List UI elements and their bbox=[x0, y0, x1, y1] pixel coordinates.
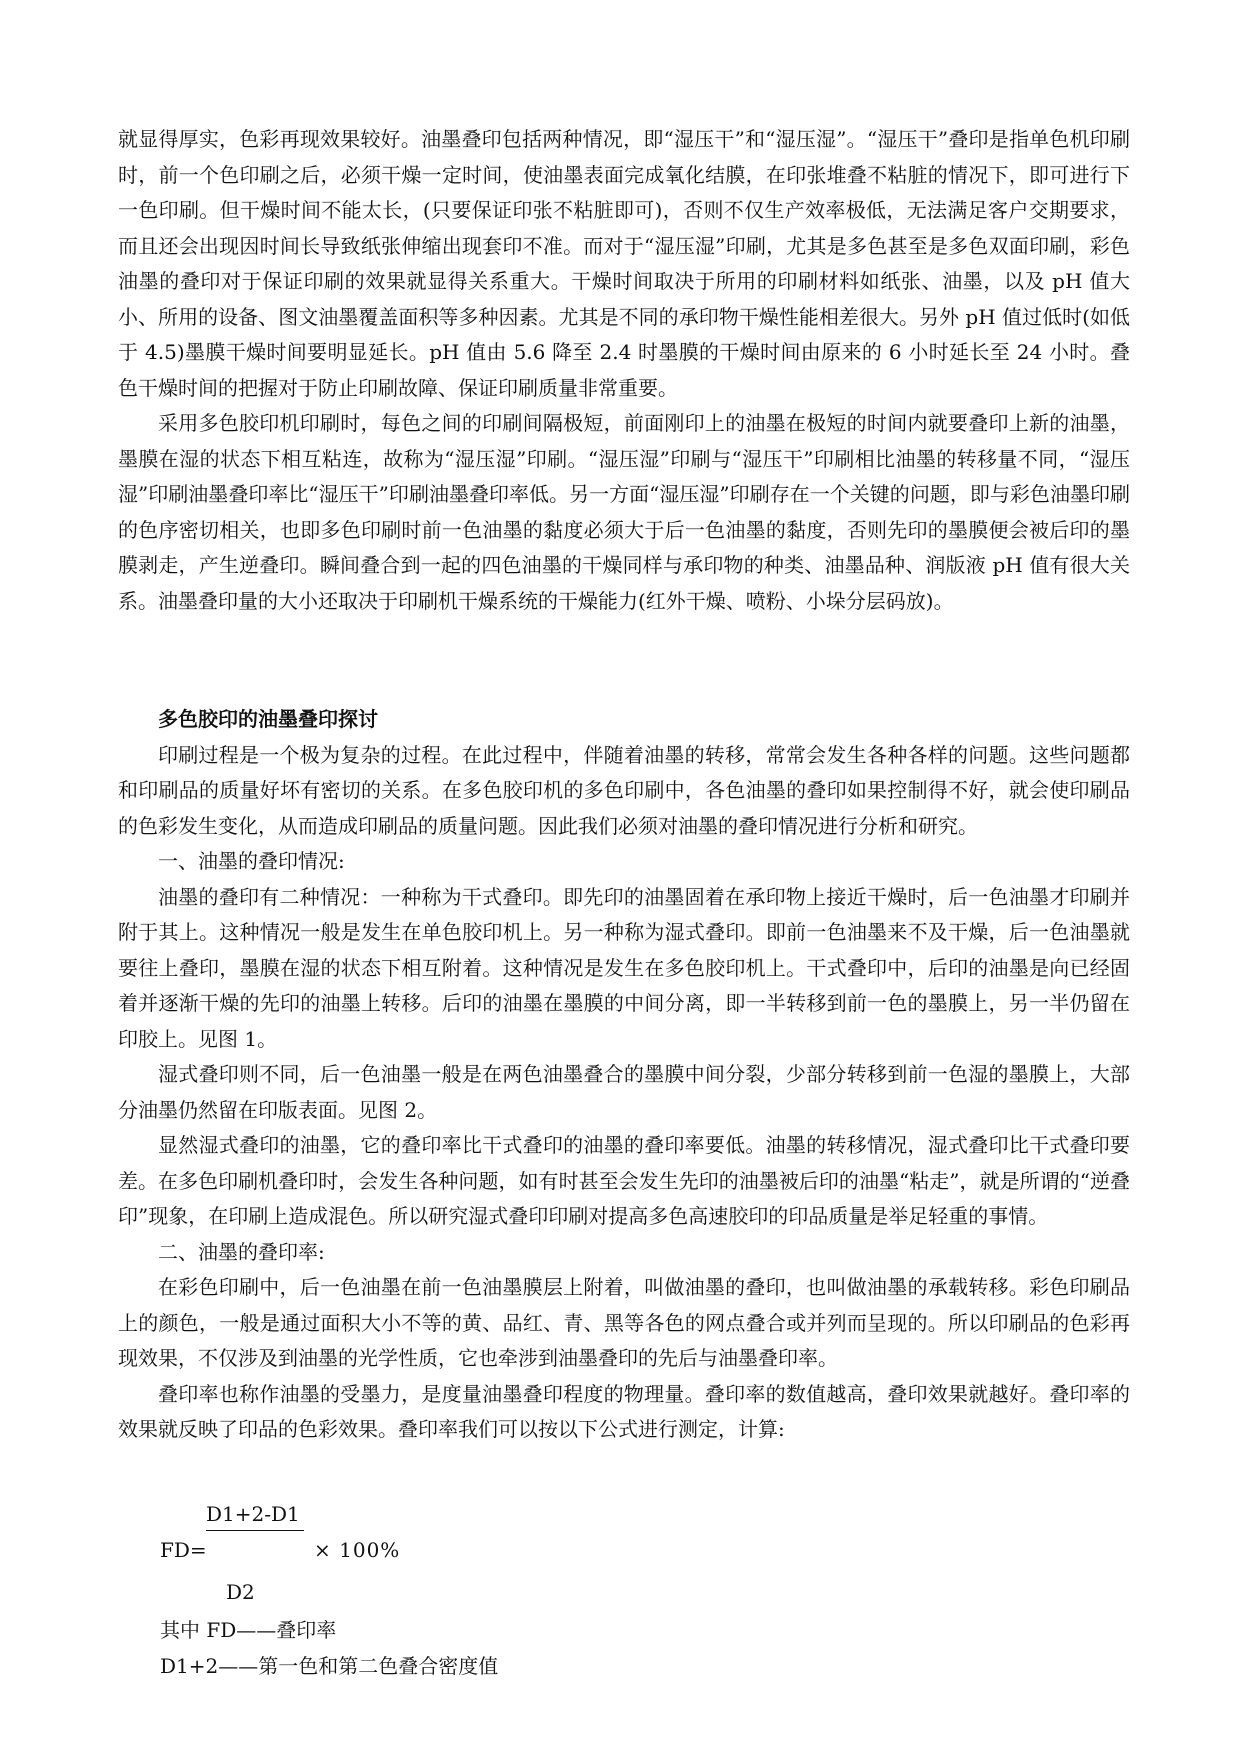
subheading-overprint-rate: 二、油墨的叠印率: bbox=[158, 1239, 325, 1264]
section-multicolor-overprint bbox=[118, 702, 1130, 1448]
paragraph-intro: 印刷过程是一个极为复杂的过程。在此过程中，伴随着油墨的转移，常常会发生各种各样的问题。这些问题都和印刷品的质量好坏有密切的关系。在多色胶印机的多色印刷中，各色油墨的叠印如果控制得不好，就会使印刷品的色彩发生变化，从而造成印刷品的质量问题。因此我们必须对油墨的叠印情况进行分析和研究。 bbox=[118, 742, 1130, 838]
paragraph-color-printing: 在彩色印刷中，后一色油墨在前一色油墨膜层上附着，叫做油墨的叠印，也叫做油墨的承载转移。彩色印刷品上的颜色，一般是通过面积大小不等的黄、品红、青、黑等各色的网点叠合或并列而呈现的。所以印刷品的色彩再现效果，不仅涉及到油墨的光学性质，它也牵涉到油墨叠印的先后与油墨叠印率。 bbox=[118, 1275, 1130, 1370]
formula-multiplier: × 100% bbox=[314, 1538, 401, 1562]
paragraph-wet-on-wet: 采用多色胶印机印刷时，每色之间的印刷间隔极短，前面刚印上的油墨在极短的时间内就要叠印上新的油墨，墨膜在湿的状态下相互粘连，故称为“湿压湿”印刷。“湿压湿”印刷与“湿压干”印刷相比油墨的转移量不同，“湿压湿”印刷油墨叠印率比“湿压干”印刷油墨叠印率低。另一方面“湿压湿”印刷存在一个关键的问题，即与彩色油墨印刷的色序密切相关，也即多色印刷时前一色油墨的黏度必须大于后一色油墨的黏度，否则先印的墨膜便会被后印的墨膜剥走，产生逆叠印。瞬间叠合到一起的四色油墨的干燥同样与承印物的种类、油墨品种、润版液 pH 值有很大关系。油墨叠印量的大小还取决于印刷机干燥系统的干燥能力(红外干燥、喷粉、小垛分层码放)。 bbox=[118, 411, 1130, 613]
continued-text-block bbox=[118, 122, 1130, 619]
paragraph-wet-overprint: 湿式叠印则不同，后一色油墨一般是在两色油墨叠合的墨膜中间分裂，少部分转移到前一色湿的墨膜上，大部分油墨仍然留在印版表面。见图 2。 bbox=[118, 1062, 1130, 1122]
subheading-overprint-conditions: 一、油墨的叠印情况: bbox=[158, 849, 345, 873]
paragraph-overprint-comparison: 显然湿式叠印的油墨，它的叠印率比干式叠印的油墨的叠印率要低。油墨的转移情况，湿式叠印比干式叠印要差。在多色印刷机叠印时，会发生各种问题，如有时甚至会发生先印的油墨被后印的油墨“粘走”，就是所谓的“逆叠印”现象，在印刷上造成混色。所以研究湿式叠印印刷对提高多色高速胶印的印品质量是举足轻重的事情。 bbox=[118, 1133, 1130, 1228]
formula-numerator: D1+2-D1 bbox=[206, 1502, 300, 1526]
paragraph-continued: 就显得厚实，色彩再现效果较好。油墨叠印包括两种情况，即“湿压干”和“湿压湿”。“湿压干”叠印是指单色机印刷时，前一个色印刷之后，必须干燥一定时间，使油墨表面完成氧化结膜，在印张堆叠不粘脏的情况下，即可进行下一色印刷。但干燥时间不能太长，(只要保证印张不粘脏即可)，否则不仅生产效率极低，无法满足客户交期要求，而且还会出现因时间长导致纸张伸缩出现套印不准。而对于“湿压湿”印刷，尤其是多色甚至是多色双面印刷，彩色油墨的叠印对于保证印刷的效果就显得关系重大。干燥时间取决于所用的印刷材料如纸张、油墨，以及 pH 值大小、所用的设备、图文油墨覆盖面积等多种因素。尤其是不同的承印物干燥性能相差很大。另外 pH 值过低时(如低于 4.5)墨膜干燥时间要明显延长。pH 值由 5.6 降至 2.4 时墨膜的干燥时间由原来的 6 小时延长至 24 小时。叠色干燥时间的把握对于防止印刷故障、保证印刷质量非常重要。 bbox=[118, 127, 1130, 400]
formula-definition-d12: D1+2——第一色和第二色叠合密度值 bbox=[160, 1654, 499, 1678]
paragraph-overprint-rate-definition: 叠印率也称作油墨的受墨力，是度量油墨叠印程度的物理量。叠印率的数值越高，叠印效果就越好。叠印率的效果就反映了印品的色彩效果。叠印率我们可以按以下公式进行测定，计算: bbox=[118, 1381, 1130, 1441]
formula-lhs: FD= bbox=[160, 1538, 207, 1562]
formula-definition-fd: 其中 FD——叠印率 bbox=[160, 1618, 337, 1642]
formula-fraction-line bbox=[206, 1530, 304, 1531]
formula-denominator: D2 bbox=[226, 1580, 255, 1604]
overprint-formula bbox=[160, 1500, 760, 1720]
section-heading: 多色胶印的油墨叠印探讨 bbox=[158, 707, 378, 731]
paragraph-dry-wet-overprint: 油墨的叠印有二种情况：一种称为干式叠印。即先印的油墨固着在承印物上接近干燥时，后一色油墨才印刷并附于其上。这种情况一般是发生在单色胶印机上。另一种称为湿式叠印。即前一色油墨来不及干燥，后一色油墨就要往上叠印，墨膜在湿的状态下相互附着。这种情况是发生在多色胶印机上。干式叠印中，后印的油墨是向已经固着并逐渐干燥的先印的油墨上转移。后印的油墨在墨膜的中间分离，即一半转移到前一色的墨膜上，另一半仍留在印胶上。见图 1。 bbox=[118, 884, 1130, 1051]
